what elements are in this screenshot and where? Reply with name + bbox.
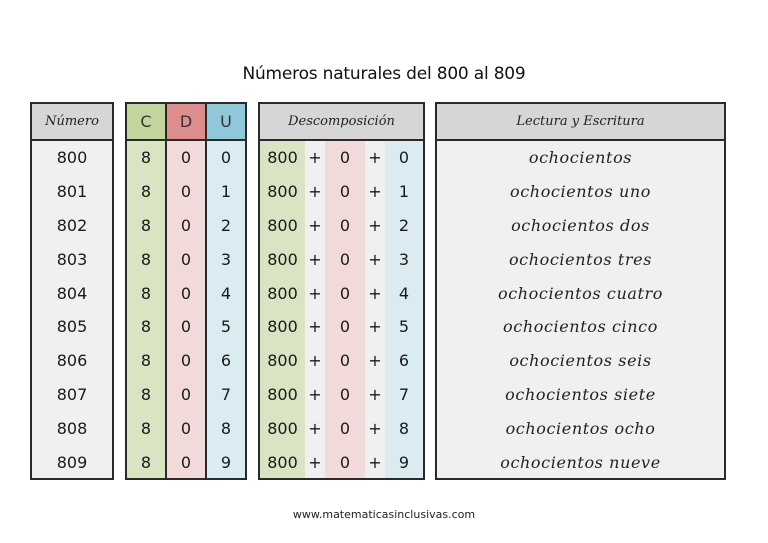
plus-sign: + [368, 283, 382, 303]
dec-decenas: 0 [339, 182, 351, 202]
dec-centenas: 800 [267, 317, 298, 337]
plus-sign: + [368, 215, 382, 235]
plus-sign: + [368, 148, 382, 168]
decenas-cell: 0 [180, 384, 192, 404]
plus-sign: + [308, 384, 322, 404]
unidades-cell: 9 [220, 452, 232, 472]
decenas-cell: 0 [180, 351, 192, 371]
descomposicion-body [260, 141, 423, 478]
plus-sign: + [368, 452, 382, 472]
centenas-cell: 8 [140, 452, 152, 472]
centenas-header: C [127, 104, 165, 141]
centenas-cell: 8 [140, 215, 152, 235]
numero-cell: 809 [56, 452, 88, 472]
descomposicion-row [260, 344, 423, 378]
centenas-cell: 8 [140, 249, 152, 269]
unidades-column [207, 104, 245, 478]
numero-cell: 803 [56, 249, 88, 269]
dec-decenas: 0 [339, 351, 351, 371]
dec-decenas: 0 [339, 283, 351, 303]
plus-sign: + [308, 283, 322, 303]
numero-cell: 806 [56, 351, 88, 371]
unidades-cell: 5 [220, 317, 232, 337]
descomposicion-row [260, 445, 423, 479]
unidades-cell: 4 [220, 283, 232, 303]
descomposicion-header: Descomposición [260, 104, 423, 141]
lectura-cell: ochocientos tres [508, 249, 653, 269]
numero-cell: 801 [56, 182, 88, 202]
descomposicion-row [260, 175, 423, 209]
descomposicion-row [260, 242, 423, 276]
unidades-header: U [207, 104, 245, 141]
decenas-cell: 0 [180, 182, 192, 202]
page-title: Números naturales del 800 al 809 [242, 64, 526, 84]
unidades-cell: 7 [220, 384, 232, 404]
dec-decenas: 0 [339, 215, 351, 235]
plus-sign: + [308, 317, 322, 337]
decenas-column [167, 104, 207, 478]
dec-unidades: 5 [398, 317, 410, 337]
lectura-body [437, 141, 724, 478]
dec-decenas: 0 [339, 249, 351, 269]
centenas-cell: 8 [140, 317, 152, 337]
plus-sign: + [308, 418, 322, 438]
lectura-cell: ochocientos dos [511, 215, 650, 235]
decenas-cell: 0 [180, 249, 192, 269]
plus-sign: + [308, 148, 322, 168]
numero-table [30, 102, 114, 480]
dec-unidades: 4 [398, 283, 410, 303]
numero-body [32, 141, 112, 478]
dec-unidades: 2 [398, 215, 410, 235]
centenas-cell: 8 [140, 283, 152, 303]
dec-centenas: 800 [267, 283, 298, 303]
decenas-cell: 0 [180, 418, 192, 438]
plus-sign: + [368, 182, 382, 202]
numero-cell: 807 [56, 384, 88, 404]
dec-unidades: 8 [398, 418, 410, 438]
decenas-cell: 0 [180, 317, 192, 337]
dec-unidades: 0 [398, 148, 410, 168]
dec-decenas: 0 [339, 148, 351, 168]
decenas-cell: 0 [180, 283, 192, 303]
dec-decenas: 0 [339, 418, 351, 438]
dec-centenas: 800 [267, 182, 298, 202]
plus-sign: + [308, 182, 322, 202]
unidades-cell: 0 [220, 148, 232, 168]
centenas-cell: 8 [140, 351, 152, 371]
footer-website: www.matematicasinclusivas.com [292, 508, 476, 521]
descomposicion-row [260, 411, 423, 445]
descomposicion-row [260, 310, 423, 344]
dec-centenas: 800 [267, 249, 298, 269]
dec-unidades: 1 [398, 182, 410, 202]
descomposicion-table [258, 102, 425, 480]
plus-sign: + [368, 384, 382, 404]
centenas-column [127, 104, 167, 478]
lectura-cell: ochocientos siete [505, 384, 656, 404]
decenas-header: D [167, 104, 205, 141]
numero-cell: 805 [56, 317, 88, 337]
lectura-header: Lectura y Escritura [437, 104, 724, 141]
lectura-cell: ochocientos ocho [505, 418, 656, 438]
centenas-cell: 8 [140, 384, 152, 404]
centenas-cell: 8 [140, 418, 152, 438]
lectura-cell: ochocientos uno [510, 182, 651, 202]
plus-sign: + [308, 452, 322, 472]
lectura-table [435, 102, 726, 480]
plus-sign: + [368, 351, 382, 371]
dec-unidades: 3 [398, 249, 410, 269]
dec-centenas: 800 [267, 452, 298, 472]
centenas-cell: 8 [140, 148, 152, 168]
unidades-cell: 2 [220, 215, 232, 235]
descomposicion-row [260, 141, 423, 175]
dec-centenas: 800 [267, 418, 298, 438]
dec-unidades: 6 [398, 351, 410, 371]
decenas-cell: 0 [180, 148, 192, 168]
plus-sign: + [368, 249, 382, 269]
dec-unidades: 7 [398, 384, 410, 404]
plus-sign: + [308, 351, 322, 371]
descomposicion-row [260, 276, 423, 310]
centenas-cell: 8 [140, 182, 152, 202]
unidades-cell: 3 [220, 249, 232, 269]
numero-cell: 802 [56, 215, 88, 235]
descomposicion-row [260, 209, 423, 243]
numero-cell: 800 [56, 148, 88, 168]
plus-sign: + [308, 215, 322, 235]
plus-sign: + [368, 317, 382, 337]
numero-cell: 804 [56, 283, 88, 303]
plus-sign: + [308, 249, 322, 269]
unidades-cell: 6 [220, 351, 232, 371]
cdu-table [125, 102, 247, 480]
decenas-cell: 0 [180, 215, 192, 235]
numero-header: Número [32, 104, 112, 141]
numero-cell: 808 [56, 418, 88, 438]
dec-centenas: 800 [267, 148, 298, 168]
unidades-cell: 1 [220, 182, 232, 202]
lectura-cell: ochocientos [528, 148, 633, 168]
dec-centenas: 800 [267, 215, 298, 235]
lectura-cell: ochocientos cuatro [497, 283, 664, 303]
lectura-cell: ochocientos nueve [500, 452, 661, 472]
unidades-cell: 8 [220, 418, 232, 438]
dec-decenas: 0 [339, 317, 351, 337]
lectura-cell: ochocientos cinco [503, 317, 658, 337]
plus-sign: + [368, 418, 382, 438]
dec-decenas: 0 [339, 384, 351, 404]
decenas-cell: 0 [180, 452, 192, 472]
descomposicion-row [260, 378, 423, 412]
dec-decenas: 0 [339, 452, 351, 472]
lectura-cell: ochocientos seis [509, 351, 652, 371]
dec-unidades: 9 [398, 452, 410, 472]
dec-centenas: 800 [267, 351, 298, 371]
dec-centenas: 800 [267, 384, 298, 404]
